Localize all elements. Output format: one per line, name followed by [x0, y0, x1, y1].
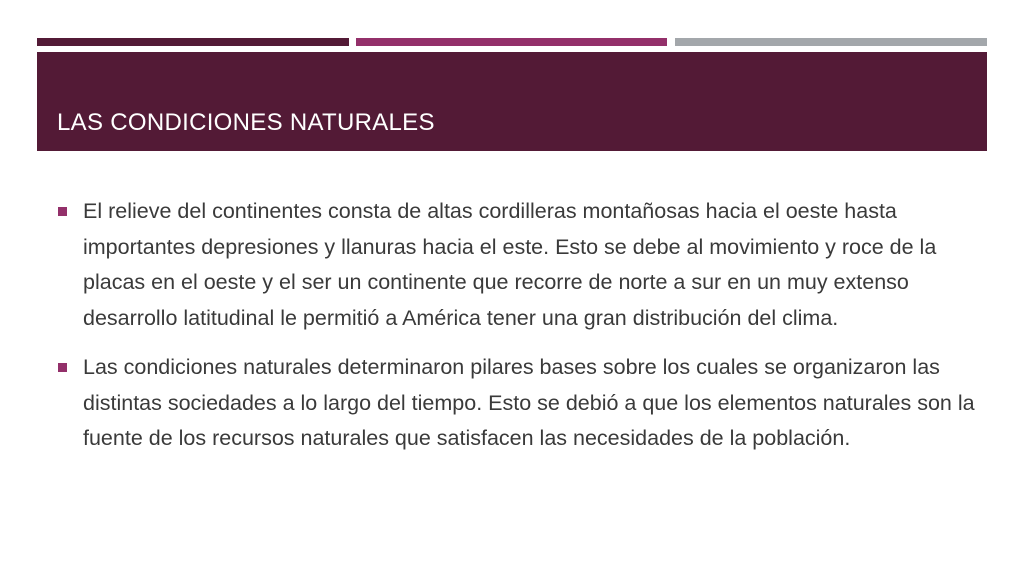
- bullet-text: Las condiciones naturales determinaron pilares bases sobre los cuales se organizaron las distintas sociedades a lo largo del tiempo. Esto se debió a que los elementos naturales son la fuente de los recursos naturales que satisfacen las necesidades de la población.: [83, 355, 975, 450]
- bullet-item: [58, 194, 978, 336]
- title-banner: [37, 52, 987, 151]
- accent-bar-magenta: [356, 38, 667, 46]
- slide-title: LAS CONDICIONES NATURALES: [57, 109, 435, 136]
- accent-bar-dark: [37, 38, 349, 46]
- accent-bar-gray: [675, 38, 987, 46]
- square-bullet-icon: [58, 363, 67, 372]
- bullet-text: El relieve del continentes consta de altas cordilleras montañosas hacia el oeste hasta importantes depresiones y llanuras hacia el este. Esto se debe al movimiento y roce de la placas en el oeste y el ser un continente que recorre de norte a sur en un muy extenso desarrollo latitudinal le permitió a América tener una gran distribución del clima.: [83, 199, 937, 330]
- square-bullet-icon: [58, 207, 67, 216]
- bullet-list: [58, 194, 978, 457]
- slide-content: [58, 194, 978, 471]
- bullet-item: [58, 350, 978, 457]
